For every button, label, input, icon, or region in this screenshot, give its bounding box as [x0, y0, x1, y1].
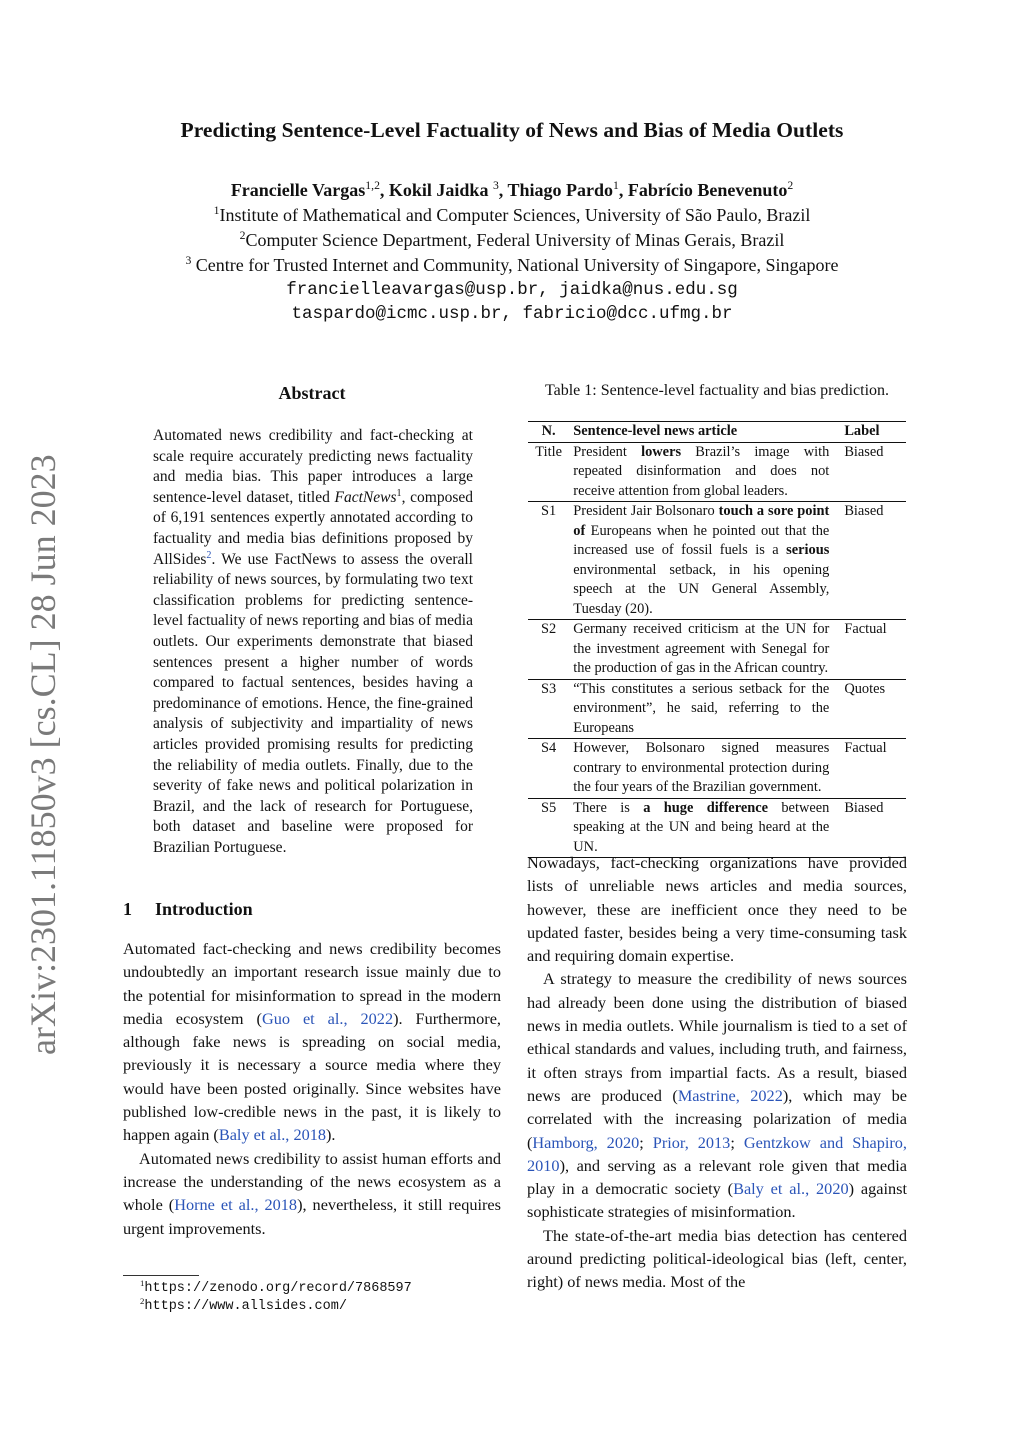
- abstract-heading: Abstract: [278, 383, 346, 403]
- bold-phrase: touch a sore point of: [573, 503, 830, 539]
- column-header: Label: [841, 422, 906, 443]
- abstract-text: Automated news credibility and fact-checking at scale require accurately predicting news factuality and media bias. This paper introduces a large sentence-level dataset, titled FactNews$^1$, composed of 6,191 sentences expertly annotated according to factuality and media bias definitions proposed by AllSides$^2$. We use FactNews to assess the overall reliability of news sources, by formulating two text classification problems for predicting sentence-level factuality of news reporting and bias of media outlets. Our experiments demonstrate that biased sentences present a higher number of words compared to factual sentences, besides having a predominance of emotions. Hence, the fine-grained analysis of subjectivity and impartiality of news articles provided promising results for predicting the reliability of media outlets. Finally, due to the severity of fake news and political polarization in Brazil, and the lack of research for Portuguese, both dataset and baseline were proposed for Brazilian Portuguese.: [153, 427, 473, 856]
- footnote-ref-2[interactable]: 2: [206, 549, 212, 561]
- paper-title: Predicting Sentence-Level Factuality of News and Bias of Media Outlets: [180, 118, 844, 142]
- table-row: [528, 679, 906, 739]
- sentence-cell: [569, 502, 841, 620]
- introduction-body: [123, 937, 501, 1240]
- paragraph: Automated fact-checking and news credibility becomes undoubtedly an important research issue mainly due to the potential for misinformation to spread in the modern media ecosystem (Guo et al., 2022). Furthermore, although fake news is spreading on social media, previously it is necessary a source media where they would have been posted originally. Since websites have published low-credible news in the past, it is likely to happen again (Baly et al., 2018).: [123, 939, 502, 1145]
- sentence-cell: [569, 442, 841, 502]
- sentence-cell: [569, 620, 841, 680]
- author-3: Thiago Pardo$^1$,: [507, 178, 628, 200]
- citation-link[interactable]: Guo et al., 2022: [261, 1008, 394, 1028]
- citation-link[interactable]: Mastrine, 2022: [677, 1085, 783, 1105]
- footnote-url[interactable]: https://zenodo.org/record/7868597: [144, 1281, 412, 1296]
- affiliation-3: $^3$ Centre for Trusted Internet and Community, National University of Singapore, Singapore: [185, 253, 839, 275]
- table-row: [528, 620, 906, 680]
- paragraph: A strategy to measure the credibility of news sources had already been done using the distribution of biased news in media outlets. While journalism is tied to a set of ethical standards and values, including truth, and fairness, it often strays from impartial facts. As a result, biased news are produced (Mastrine, 2022), which may be correlated with the increasing polarization of media (Hamborg, 2020; Prior, 2013; Gentzkow and Shapiro, 2010), and serving as a relevant role given that media play in a democratic society (Baly et al., 2020) against sophisticate strategies of misinformation.: [527, 969, 908, 1222]
- citation-link[interactable]: Horne et al., 2018: [174, 1195, 298, 1215]
- column-header: Sentence-level news article: [569, 422, 841, 443]
- sentence-fragment: There is: [573, 799, 644, 816]
- citation-link[interactable]: Baly et al., 2020: [733, 1179, 849, 1199]
- paragraph: The state-of-the-art media bias detection has centered around predicting political-ideological bias (left, center, right) of news media. Most of the: [527, 1225, 907, 1292]
- author-1: Francielle Vargas$^{1,2}$,: [230, 178, 389, 200]
- table-caption: Table 1: Sentence-level factuality and bias prediction.: [544, 382, 890, 399]
- affiliation-2: $^2$Computer Science Department, Federal University of Minas Gerais, Brazil: [239, 228, 785, 250]
- label-cell: Biased: [841, 502, 906, 620]
- author-4: Fabrício Benevenuto$^2$: [627, 178, 794, 200]
- row-id-cell: S2: [528, 620, 569, 680]
- bold-phrase: a huge difference: [643, 799, 768, 816]
- citation-link[interactable]: Hamborg, 2020: [532, 1132, 640, 1152]
- column-header: N.: [528, 422, 569, 443]
- footnote-ref-1[interactable]: 1: [396, 487, 402, 499]
- label-cell: Factual: [841, 620, 906, 680]
- sentence-fragment: Brazil’s image with repeated disinformation and does not receive attention from global leaders.: [573, 443, 830, 499]
- arxiv-identifier: arXiv:2301.11850v3 [cs.CL] 28 Jun 2023: [23, 454, 63, 1055]
- author-2: Kokil Jaidka $^3$,: [388, 178, 508, 200]
- row-id-cell: S5: [528, 798, 569, 858]
- dataset-name: FactNews: [334, 488, 397, 506]
- sentence-fragment: “This constitutes a serious setback for the environment”, he said, referring to the Europeans: [573, 680, 830, 736]
- sentence-cell: [569, 739, 841, 799]
- footnote-url[interactable]: https://www.allsides.com/: [144, 1299, 347, 1314]
- table-row: [528, 442, 906, 502]
- label-cell: Quotes: [841, 679, 906, 739]
- sentence-fragment: Germany received criticism at the UN for the investment agreement with Senegal for the production of gas in the African country.: [573, 621, 830, 676]
- right-column-body: [527, 851, 907, 1294]
- sentence-cell: [569, 679, 841, 739]
- citation-link[interactable]: Prior, 2013: [652, 1132, 731, 1152]
- paragraph: Automated news credibility to assist human efforts and increase the understanding of the news ecosystem as a whole (Horne et al., 2018), nevertheless, it still requires urgent improvements.: [123, 1148, 501, 1238]
- bold-phrase: serious: [786, 542, 830, 558]
- row-id-cell: S1: [528, 502, 569, 620]
- sentence-fragment: President: [573, 443, 642, 460]
- label-cell: Biased: [841, 798, 906, 858]
- email-line-1: francielleavargas@usp.br, jaidka@nus.edu.sg: [286, 280, 738, 300]
- footnote-divider: [123, 1275, 199, 1276]
- affiliation-1: $^1$Institute of Mathematical and Computer Sciences, University of São Paulo, Brazil: [213, 203, 811, 225]
- sentence-fragment: President Jair Bolsonaro: [573, 503, 719, 519]
- table-row: [528, 739, 906, 799]
- citation-link[interactable]: Gentzkow and Shapiro, 2010: [527, 1132, 907, 1175]
- citation-link[interactable]: Baly et al., 2018: [218, 1125, 327, 1145]
- paragraph: Nowadays, fact-checking organizations have provided lists of unreliable news articles and media sources, however, these are inefficient once they need to be updated faster, besides being a very time-consuming task and requiring domain expertise.: [527, 853, 907, 966]
- section-heading-introduction: 1 Introduction: [123, 899, 253, 919]
- table-row: [528, 798, 906, 858]
- sentence-fragment: between speaking at the UN and being heard at the UN.: [573, 799, 830, 855]
- factuality-table: [528, 421, 906, 858]
- sentence-fragment: Europeans when he pointed out that the increased use of fossil fuels is a: [573, 522, 830, 558]
- row-id-cell: Title: [528, 442, 569, 502]
- row-id-cell: S4: [528, 739, 569, 799]
- table-header-row: [528, 422, 906, 443]
- bold-phrase: lowers: [641, 443, 682, 460]
- sentence-fragment: However, Bolsonaro signed measures contrary to environmental protection during the four years of the Brazilian government.: [573, 740, 830, 795]
- email-line-2: taspardo@icmc.usp.br, fabricio@dcc.ufmg.br: [291, 304, 733, 324]
- sentence-cell: [569, 798, 841, 858]
- footnote-2: $^2$https://www.allsides.com/: [140, 1295, 347, 1314]
- label-cell: Biased: [841, 442, 906, 502]
- sentence-fragment: environmental setback, in his opening speech at the UN General Assembly, Tuesday (20).: [573, 561, 830, 617]
- row-id-cell: S3: [528, 679, 569, 739]
- table-row: [528, 502, 906, 620]
- author-list: [0, 180, 1024, 201]
- footnote-1: $^1$https://zenodo.org/record/7868597: [140, 1277, 412, 1296]
- label-cell: Factual: [841, 739, 906, 799]
